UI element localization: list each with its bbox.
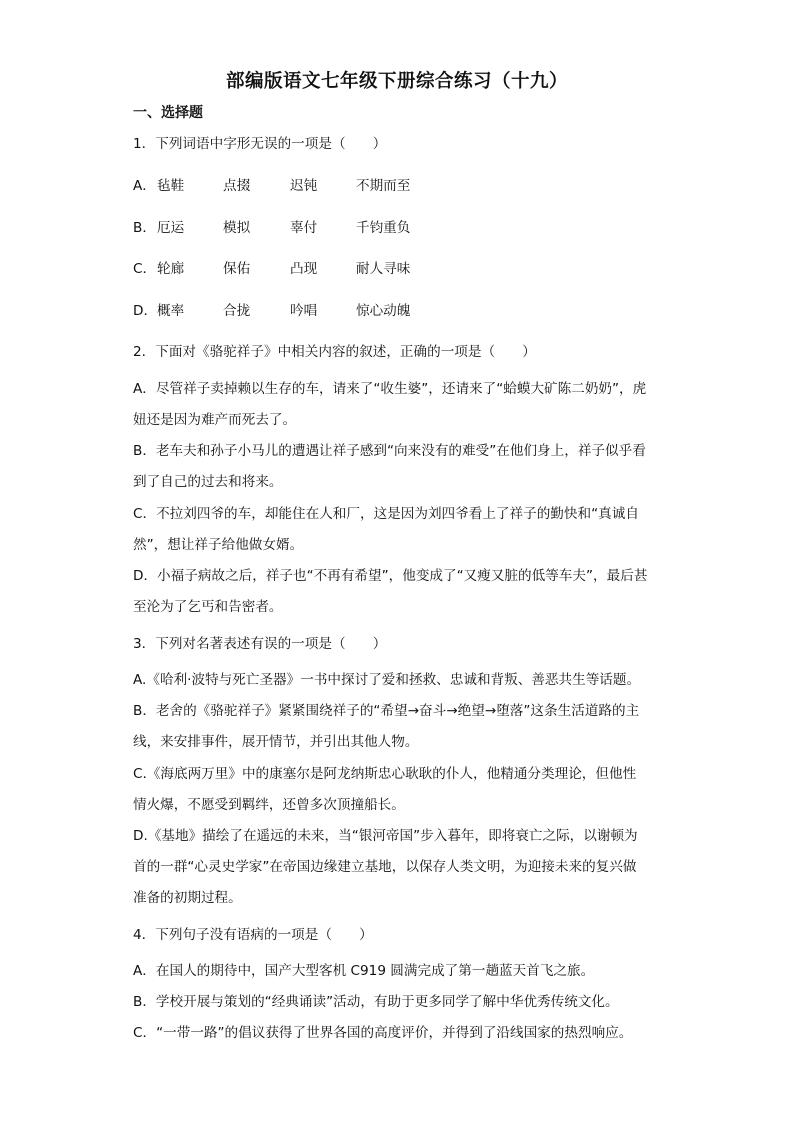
page-title: 部编版语文七年级下册综合练习（十九）: [225, 71, 568, 92]
option-word-2: 保佑: [223, 261, 251, 277]
option-word-1: 概率: [157, 303, 185, 319]
option-word-2: 点掇: [223, 178, 251, 194]
option-label: D．: [133, 303, 158, 319]
question-2-line: 然”，想让祥子给他做女婿。: [133, 537, 304, 553]
question-3-line: 线，来安排事件，展开情节，并引出其他人物。: [133, 734, 419, 750]
question-2-line: D．小福子病故之后，祥子也“不再有希望”，他变成了“又瘦又脏的低等车夫”，最后甚: [133, 568, 648, 584]
question-4-line: B．学校开展与策划的“经典诵读”活动，有助于更多同学了解中华优秀传统文化。: [133, 994, 619, 1010]
option-label: C．: [133, 261, 157, 277]
option-word-4: 耐人寻味: [356, 261, 411, 277]
option-word-1: 毡鞋: [157, 178, 185, 194]
question-3-line: 准备的初期过程。: [133, 890, 242, 906]
option-word-4: 不期而至: [356, 178, 411, 194]
question-2-line: 到了自己的过去和将来。: [133, 474, 283, 490]
option-word-1: 轮廊: [157, 261, 185, 277]
option-word-3: 迟钝: [290, 178, 318, 194]
option-word-2: 模拟: [223, 220, 251, 236]
question-2-line: 至沦为了乞丐和告密者。: [133, 599, 283, 615]
option-word-4: 惊心动魄: [356, 303, 411, 319]
question-3-line: D.《基地》描绘了在遥远的未来，当“银河帝国”步入暮年，即将衰亡之际，以谢顿为: [133, 828, 638, 844]
option-word-1: 厄运: [157, 220, 185, 236]
option-word-3: 辜付: [290, 220, 318, 236]
question-4-line: C．“一带一路”的倡议获得了世界各国的高度评价，并得到了沿线国家的热烈响应。: [133, 1025, 633, 1041]
option-label: A．: [133, 178, 156, 194]
question-1-stem: 1．下列词语中字形无误的一项是（ ）: [133, 136, 387, 152]
question-4-stem: 4．下列句子没有语病的一项是（ ）: [133, 927, 373, 943]
question-3-stem: 3．下列对名著表述有误的一项是（ ）: [133, 636, 387, 652]
question-3-line: 首的一群“心灵史学家”在帝国边缘建立基地，以保存人类文明，为迎接未来的复兴做: [133, 859, 637, 875]
question-3-line: C.《海底两万里》中的康塞尔是阿龙纳斯忠心耿耿的仆人，他精通分类理论，但他性: [133, 766, 637, 782]
option-word-4: 千钧重负: [356, 220, 411, 236]
question-3-line: A.《哈利·波特与死亡圣器》一书中探讨了爱和拯救、忠诚和背叛、善恶共生等话题。: [133, 672, 641, 688]
question-2-line: 妞还是因为难产而死去了。: [133, 412, 297, 428]
question-2-stem: 2．下面对《骆驼祥子》中相关内容的叙述，正确的一项是（ ）: [133, 344, 536, 360]
option-word-3: 凸现: [290, 261, 318, 277]
question-4-line: A．在国人的期待中，国产大型客机 C919 圆满完成了第一趟蓝天首飞之旅。: [133, 963, 595, 979]
option-word-2: 合拢: [223, 303, 251, 319]
option-label: B．: [133, 220, 156, 236]
question-2-line: B．老车夫和孙子小马儿的遭遇让祥子感到“向来没有的难受”在他们身上，祥子似乎看: [133, 443, 646, 459]
option-word-3: 吟唱: [290, 303, 318, 319]
section-heading: 一、选择题: [133, 105, 203, 121]
question-3-line: B．老舍的《骆驼祥子》紧紧围绕祥子的“希望→奋斗→绝望→堕落”这条生活道路的主: [133, 703, 640, 719]
question-2-line: A．尽管祥子卖掉赖以生存的车，请来了“收生婆”，还请来了“蛤蟆大矿陈二奶奶”，虎: [133, 381, 647, 397]
question-2-line: C．不拉刘四爷的车，却能住在人和厂，这是因为刘四爷看上了祥子的勤快和“真诚自: [133, 506, 639, 522]
question-3-line: 情火爆，不愿受到羁绊，还曾多次顶撞船长。: [133, 797, 405, 813]
